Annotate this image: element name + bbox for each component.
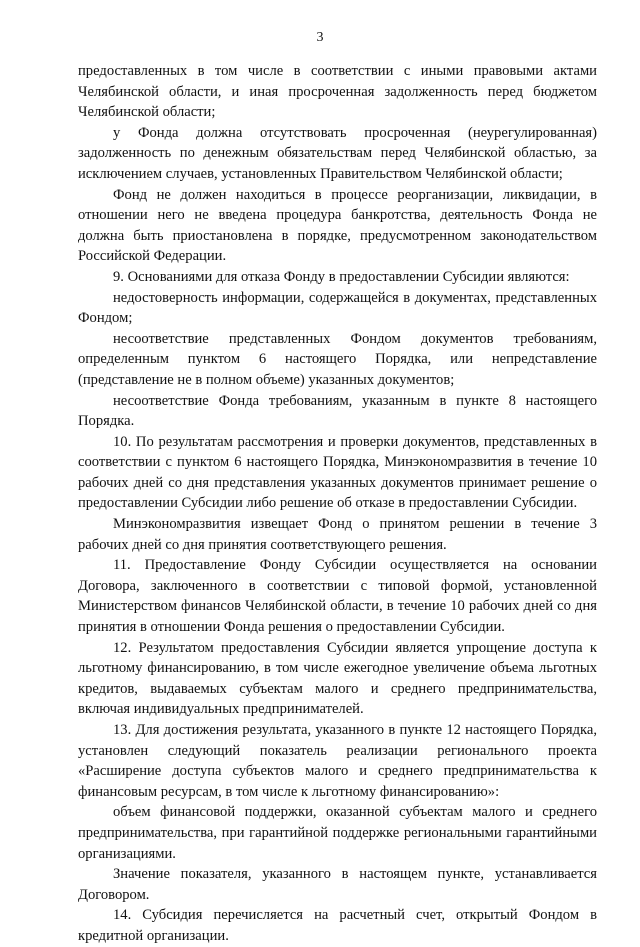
paragraph-continuation: предоставленных в том числе в соответствии с иными правовыми актами Челябинской области, и иная просроченная задолженность перед бюджетом Челябинской области; bbox=[78, 63, 597, 121]
paragraph-condition-reorganization: Фонд не должен находиться в процессе реорганизации, ликвидации, в отношении него не введена процедура банкротства, деятельность Фонда не должна быть приостановлена в порядке, предусмотренном законодательством Российской Федерации. bbox=[78, 186, 597, 265]
paragraph-indicator-value: Значение показателя, указанного в настоящем пункте, устанавливается Договором. bbox=[78, 866, 597, 903]
paragraph-clause-13: 13. Для достижения результата, указанного в пункте 12 настоящего Порядка, установлен следующий показатель реализации регионального проекта «Расширение доступа субъектов малого и среднего предпринимательства к финансовым ресурсам, в том числе к льготному финансированию»: bbox=[78, 722, 597, 800]
paragraph-clause-14: 14. Субсидия перечисляется на расчетный счет, открытый Фондом в кредитной организации. bbox=[78, 907, 597, 944]
paragraph-indicator: объем финансовой поддержки, оказанной субъектам малого и среднего предпринимательства, при гарантийной поддержке региональными гарантийными организациями. bbox=[78, 804, 597, 862]
paragraph-clause-11: 11. Предоставление Фонду Субсидии осуществляется на основании Договора, заключенного в соответствии с типовой формой, установленной Министерством финансов Челябинской области, в течение 10 рабочих дней со дня принятия в отношении Фонда решения о предоставлении Субсидии. bbox=[78, 557, 597, 636]
paragraph-clause-10: 10. По результатам рассмотрения и проверки документов, представленных в соответствии с пунктом 6 настоящего Порядка, Минэкономразвития в течение 10 рабочих дней со дня представления указанных документов принимает решение о предоставлении Субсидии либо решение об отказе в предоставлении Субсидии. bbox=[78, 433, 597, 512]
paragraph-refusal-requirements-mismatch: несоответствие Фонда требованиям, указанным в пункте 8 настоящего Порядка. bbox=[78, 392, 597, 430]
paragraph-condition-debt: у Фонда должна отсутствовать просроченная (неурегулированная) задолженность по денежным обязательствам перед Челябинской областью, за исключением случаев, установленных Правительством Челябинской области; bbox=[78, 124, 597, 182]
document-body bbox=[78, 61, 597, 947]
paragraph-clause-9: 9. Основаниями для отказа Фонду в предоставлении Субсидии являются: bbox=[113, 268, 570, 285]
paragraph-clause-12: 12. Результатом предоставления Субсидии является упрощение доступа к льготному финансированию, в том числе ежегодное увеличение объема льготных кредитов, выдаваемых субъектам малого и среднего предпринимательства, включая индивидуальных предпринимателей. bbox=[78, 639, 597, 718]
paragraph-refusal-unreliable-info: недостоверность информации, содержащейся в документах, представленных Фондом; bbox=[78, 289, 597, 327]
paragraph-refusal-documents-mismatch: несоответствие представленных Фондом документов требованиям, определенным пунктом 6 настоящего Порядка, или непредставление (представление не в полном объеме) указанных документов; bbox=[78, 330, 597, 388]
paragraph-notification: Минэкономразвития извещает Фонд о принятом решении в течение 3 рабочих дней со дня принятия соответствующего решения. bbox=[78, 516, 597, 553]
page-number: 3 bbox=[316, 30, 324, 45]
